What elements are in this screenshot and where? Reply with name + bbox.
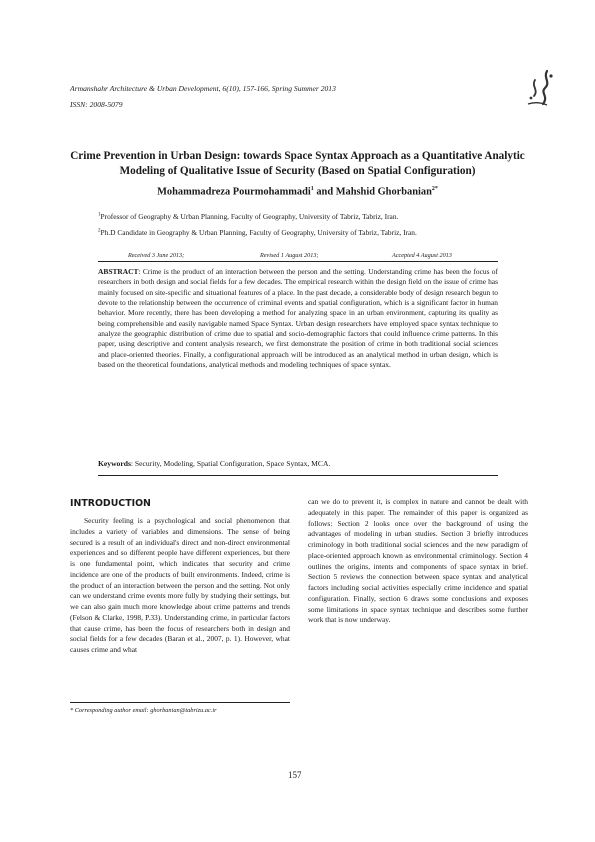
intro-column-left: Security feeling is a psychological and social phenomenon that includes a variety of variables and dimensions. The sense of being secured is a result of an individual's direct and non-direct environmental experiences and so different people have different experiences, but there is one fundamental point, which indicates that security and crime incidence are one of the products of built environments. Indeed, crime is the product of an interaction between the person and the setting. Not only can we understand crime events more fully by studying their settings, but we can also gain much more knowledge about crime patterns and trends (Felson & Clarke, 1998, P.33). Understanding crime, in particular factors that cause crime, has been the focus of researchers both in design and social fields for a few decades (Baran et al., 2007, p. 1). However, what causes crime and what [70, 516, 290, 654]
aff-1-text: Professor of Geography & Urban Planning, Faculty of Geography, University of Tabriz, Tabriz, Iran. [100, 212, 399, 221]
keywords-label: Keywords [98, 459, 131, 468]
authors [60, 186, 535, 197]
keywords [98, 459, 498, 468]
received-date: Received 3 June 2013; [128, 252, 185, 259]
accepted-date: Accepted 4 August 2013 [392, 252, 452, 259]
aff-2-sup: 2 [98, 228, 101, 234]
journal-citation: Armanshahr Architecture & Urban Development, 6(10), 157-166, Spring Summer 2013 [70, 84, 336, 93]
footnote-divider [70, 702, 290, 703]
affiliation-2 [98, 228, 417, 237]
affiliation-1 [98, 212, 398, 221]
author-conjunction: and [316, 186, 334, 198]
author-1: Mohammadreza Pourmohammadi [157, 186, 311, 198]
paper-title: Crime Prevention in Urban Design: towards Space Syntax Approach as a Quantitative Analytic Modeling of Qualitative Issue of Security (Based on Spatial Configuration) [70, 150, 525, 177]
abstract-label: ABSTRACT [98, 267, 139, 276]
journal-logo-icon [525, 68, 555, 108]
aff-2-text: Ph.D Candidate in Geography & Urban Planning, Faculty of Geography, University of Tabriz, Tabriz, Iran. [100, 228, 417, 237]
page-number: 157 [288, 770, 302, 780]
author-2-sup: 2* [431, 186, 438, 192]
keywords-text: : Security, Modeling, Spatial Configuration, Space Syntax, MCA. [130, 459, 331, 468]
corresponding-author-footnote: * Corresponding author email: ghorbanian@tabrizu.ac.ir [70, 707, 217, 714]
aff-1-sup: 1 [98, 212, 101, 218]
abstract [98, 267, 498, 370]
author-1-sup: 1 [310, 186, 314, 192]
revised-date: Revised 1 August 2013; [260, 252, 319, 259]
section-heading-introduction: INTRODUCTION [70, 498, 151, 509]
divider-keywords [98, 475, 498, 476]
intro-column-right: can we do to prevent it, is complex in nature and cannot be dealt with adequately in this paper. The remainder of this paper is organized as follows: Section 2 looks once over the background of using the advantages of modeling in urban studies. Section 3 briefly introduces criminology in both traditional social sciences and the new paradigm of place-oriented approach known as environmental criminology. Section 4 outlines the origins, intents and components of space syntax in brief. Section 5 reviews the connection between space syntax and analytical factors including social activities especially crime incidence and spatial configuration. Finally, section 6 draws some conclusions and exposes some limitations in space syntax technique and describes some further work that is now underway. [308, 497, 528, 625]
issn: ISSN: 2008-5079 [70, 100, 123, 109]
abstract-text: : Crime is the product of an interaction between the person and the setting. Understanding crime has been the focus of researchers in both design and social fields for a few decades. The empirical research within the design field on the issue of crime has mainly focused on site-specific and situational features of a place. In the past decade, a considerable body of design research begun to devote to the relationship between the occurrence of criminal events and spatial configuration, which is a significant factor in human behavior. More recently, there has been developing a method for analyzing space in an urban environment, capturing its quality as being comprehensible and easily navigable named Space Syntax. Urban design researchers have employed space syntax technique to analyze the geographic distribution of crime due to spatial and socio-demographic factors that could influence crime patterns. In this paper, using descriptive and content analysis research, we first demonstrate the position of crime in both traditional social sciences and place-oriented theories. Finally, a configurational approach will be introduced as an analytical method in urban design, which is based on the theoretical foundations, analytical methods and modeling techniques of space syntax. [98, 267, 498, 370]
author-2: Mahshid Ghorbanian [335, 186, 432, 198]
divider-top [98, 261, 498, 262]
